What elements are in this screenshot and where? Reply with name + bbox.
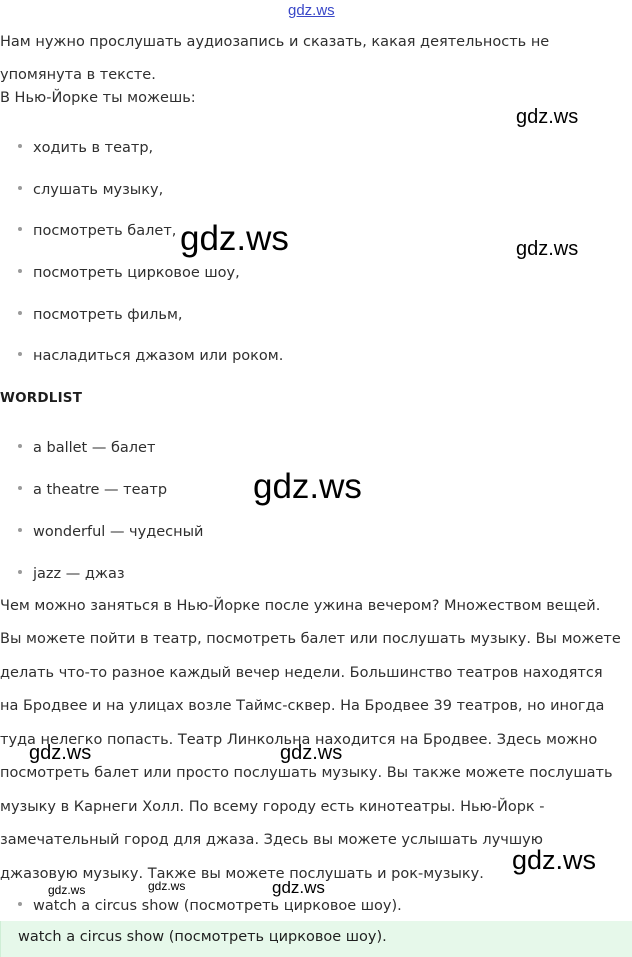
list-item (18, 307, 183, 323)
answer-text: watch a circus show (посмотреть цирковое шоу). (33, 898, 402, 914)
bullet-icon (18, 486, 22, 490)
intro-line-2: упомянута в тексте. (0, 67, 156, 83)
wordlist-item (18, 482, 167, 498)
watermark: gdz.ws (253, 467, 362, 506)
list-item-text: посмотреть балет, (33, 223, 177, 239)
watermark: gdz.ws (512, 845, 597, 875)
list-item-text: слушать музыку, (33, 182, 164, 198)
wordlist-item (18, 524, 203, 540)
text-line: Чем можно заняться в Нью-Йорке после ужина вечером? Множеством вещей. (0, 598, 601, 614)
list-item-text: посмотреть цирковое шоу, (33, 265, 240, 281)
wordlist-heading: WORDLIST (0, 390, 83, 406)
text-line: делать что-то разное каждый вечер недели. Большинство театров находятся (0, 665, 603, 681)
intro-lead: В Нью-Йорке ты можешь: (0, 90, 196, 106)
text-line: туда нелегко попасть. Театр Линкольна находится на Бродвее. Здесь можно (0, 732, 598, 748)
list-item-text: насладиться джазом или роком. (33, 348, 284, 364)
wordlist-item (18, 566, 125, 582)
list-item (18, 348, 283, 364)
bullet-icon (18, 570, 22, 574)
bullet-icon (18, 311, 22, 315)
wordlist-item-text: a ballet — балет (33, 440, 156, 456)
bullet-icon (18, 444, 22, 448)
list-item (18, 140, 153, 156)
bullet-icon (18, 186, 22, 190)
bullet-icon (18, 528, 22, 532)
wordlist-item (18, 440, 155, 456)
answer-highlighted-text: watch a circus show (посмотреть цирковое шоу). (18, 929, 387, 945)
watermark-top[interactable]: gdz.ws (288, 2, 335, 19)
watermark: gdz.ws (48, 883, 86, 897)
text-line: замечательный город для джаза. Здесь вы можете услышать лучшую (0, 832, 543, 848)
watermark: gdz.ws (29, 742, 92, 764)
text-line: посмотреть балет или просто послушать музыку. Вы также можете послушать (0, 765, 613, 781)
list-item-text: посмотреть фильм, (33, 307, 183, 323)
wordlist-item-text: jazz — джаз (33, 566, 125, 582)
bullet-icon (18, 269, 22, 273)
list-item (18, 223, 176, 239)
watermark: gdz.ws (180, 219, 289, 258)
watermark: gdz.ws (516, 106, 579, 128)
watermark: gdz.ws (148, 879, 186, 893)
bullet-icon (18, 227, 22, 231)
watermark: gdz.ws (280, 742, 343, 764)
text-line: Вы можете пойти в театр, посмотреть балет или послушать музыку. Вы можете (0, 631, 621, 647)
bullet-icon (18, 352, 22, 356)
text-line: музыку в Карнеги Холл. По всему городу есть кинотеатры. Нью-Йорк - (0, 799, 545, 815)
answer-item (18, 898, 402, 914)
answer-highlighted-item (18, 929, 387, 945)
watermark: gdz.ws (272, 878, 325, 897)
wordlist-item-text: wonderful — чудесный (33, 524, 204, 540)
text-line: джазовую музыку. Также вы можете послушать и рок-музыку. (0, 866, 484, 882)
list-item (18, 265, 240, 281)
watermark: gdz.ws (516, 238, 579, 260)
bullet-icon (18, 144, 22, 148)
wordlist-item-text: a theatre — театр (33, 482, 168, 498)
bullet-icon (18, 902, 22, 906)
list-item-text: ходить в театр, (33, 140, 154, 156)
text-line: на Бродвее и на улицах возле Таймс-сквер. На Бродвее 39 театров, но иногда (0, 698, 605, 714)
list-item (18, 182, 163, 198)
intro-line-1: Нам нужно прослушать аудиозапись и сказать, какая деятельность не (0, 34, 550, 50)
